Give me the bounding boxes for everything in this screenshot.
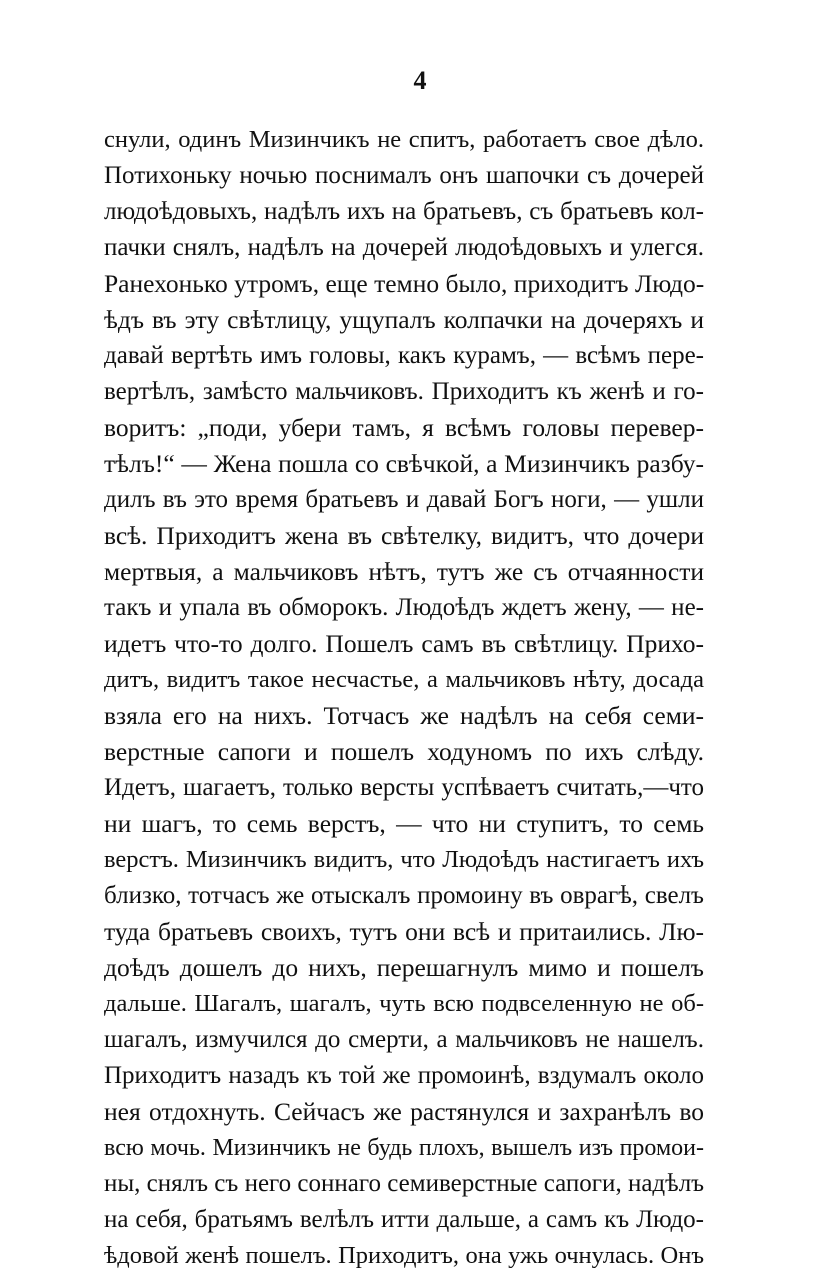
text-line: дитъ, видитъ такое несчастье, а мальчиковъ нѣту, досада	[104, 666, 704, 693]
text-line: близко, тотчасъ же отыскалъ промоину въ оврагѣ, свелъ	[104, 882, 704, 909]
text-line: ѣдъ въ эту свѣтлицу, ущупалъ колпачки на дочеряхъ и	[104, 305, 704, 334]
text-line: мертвыя, а мальчиковъ нѣтъ, тутъ же съ отчаянности	[104, 557, 704, 586]
text-line: доѣдъ дошелъ до нихъ, перешагнулъ мимо и пошелъ	[104, 953, 704, 982]
text-line: верстъ. Мизинчикъ видитъ, что Людоѣдъ настигаетъ ихъ	[104, 846, 704, 873]
text-line: взяла его на нихъ. Тотчасъ же надѣлъ на себя семи-	[104, 701, 704, 730]
text-line: всю мочь. Мизинчикъ не будь плохъ, вышелъ изъ промои-	[104, 1135, 704, 1161]
text-line: туда братьевъ своихъ, тутъ они всѣ и притаились. Лю-	[104, 917, 704, 946]
text-line: ни шагъ, то семь верстъ, — что ни ступитъ, то семь	[104, 809, 704, 838]
text-line: воритъ: „поди, убери тамъ, я всѣмъ головы перевер-	[104, 413, 704, 442]
text-line: нея отдохнуть. Сейчасъ же растянулся и захранѣлъ во	[104, 1097, 704, 1126]
text-line: снули, одинъ Мизинчикъ не спитъ, работаетъ свое дѣло.	[104, 126, 704, 153]
body-text	[104, 122, 704, 1274]
text-line: вертѣлъ, замѣсто мальчиковъ. Приходитъ къ женѣ и го-	[104, 378, 704, 405]
text-line: идетъ что-то долго. Пошелъ самъ въ свѣтлицу. Прихо-	[104, 629, 704, 658]
text-line: Ранехонько утромъ, еще темно было, приходитъ Людо-	[104, 269, 705, 298]
text-line: на себя, братьямъ велѣлъ итти дальше, а самъ къ Людо-	[104, 1206, 704, 1233]
text-line: людоѣдовыхъ, надѣлъ ихъ на братьевъ, съ братьевъ кол-	[104, 198, 704, 225]
text-line: ны, снялъ съ него соннаго семиверстные сапоги, надѣлъ	[104, 1170, 705, 1197]
text-line: ѣдовой женѣ пошелъ. Приходитъ, она ужь очнулась. Онъ	[104, 1242, 704, 1269]
text-line: Приходитъ назадъ къ той же промоинѣ, вздумалъ около	[104, 1062, 704, 1089]
text-line: Идетъ, шагаетъ, только версты успѣваетъ считать,—что	[104, 774, 704, 801]
text-line: шагалъ, измучился до смерти, а мальчиковъ не нашелъ.	[104, 1026, 704, 1053]
text-line: Потихоньку ночью поснималъ онъ шапочки съ дочерей	[104, 162, 704, 189]
text-line: дальше. Шагалъ, шагалъ, чуть всю подвселенную не об-	[104, 990, 704, 1017]
text-line: верстные сапоги и пошелъ ходуномъ по ихъ слѣду.	[104, 737, 704, 766]
page-number: 4	[413, 66, 427, 95]
text-line: пачки снялъ, надѣлъ на дочерей людоѣдовыхъ и улегся.	[104, 234, 704, 261]
text-line: давай вертѣть имъ головы, какъ курамъ, — всѣмъ пере-	[104, 342, 704, 369]
text-line: такъ и упала въ обморокъ. Людоѣдъ ждетъ жену, — не-	[104, 594, 704, 621]
text-line: тѣлъ!“ — Жена пошла со свѣчкой, а Мизинчикъ разбу-	[104, 449, 704, 478]
text-line: дилъ въ это время братьевъ и давай Богъ ноги, — ушли	[104, 486, 704, 513]
text-line: всѣ. Приходитъ жена въ свѣтелку, видитъ, что дочери	[104, 521, 704, 550]
